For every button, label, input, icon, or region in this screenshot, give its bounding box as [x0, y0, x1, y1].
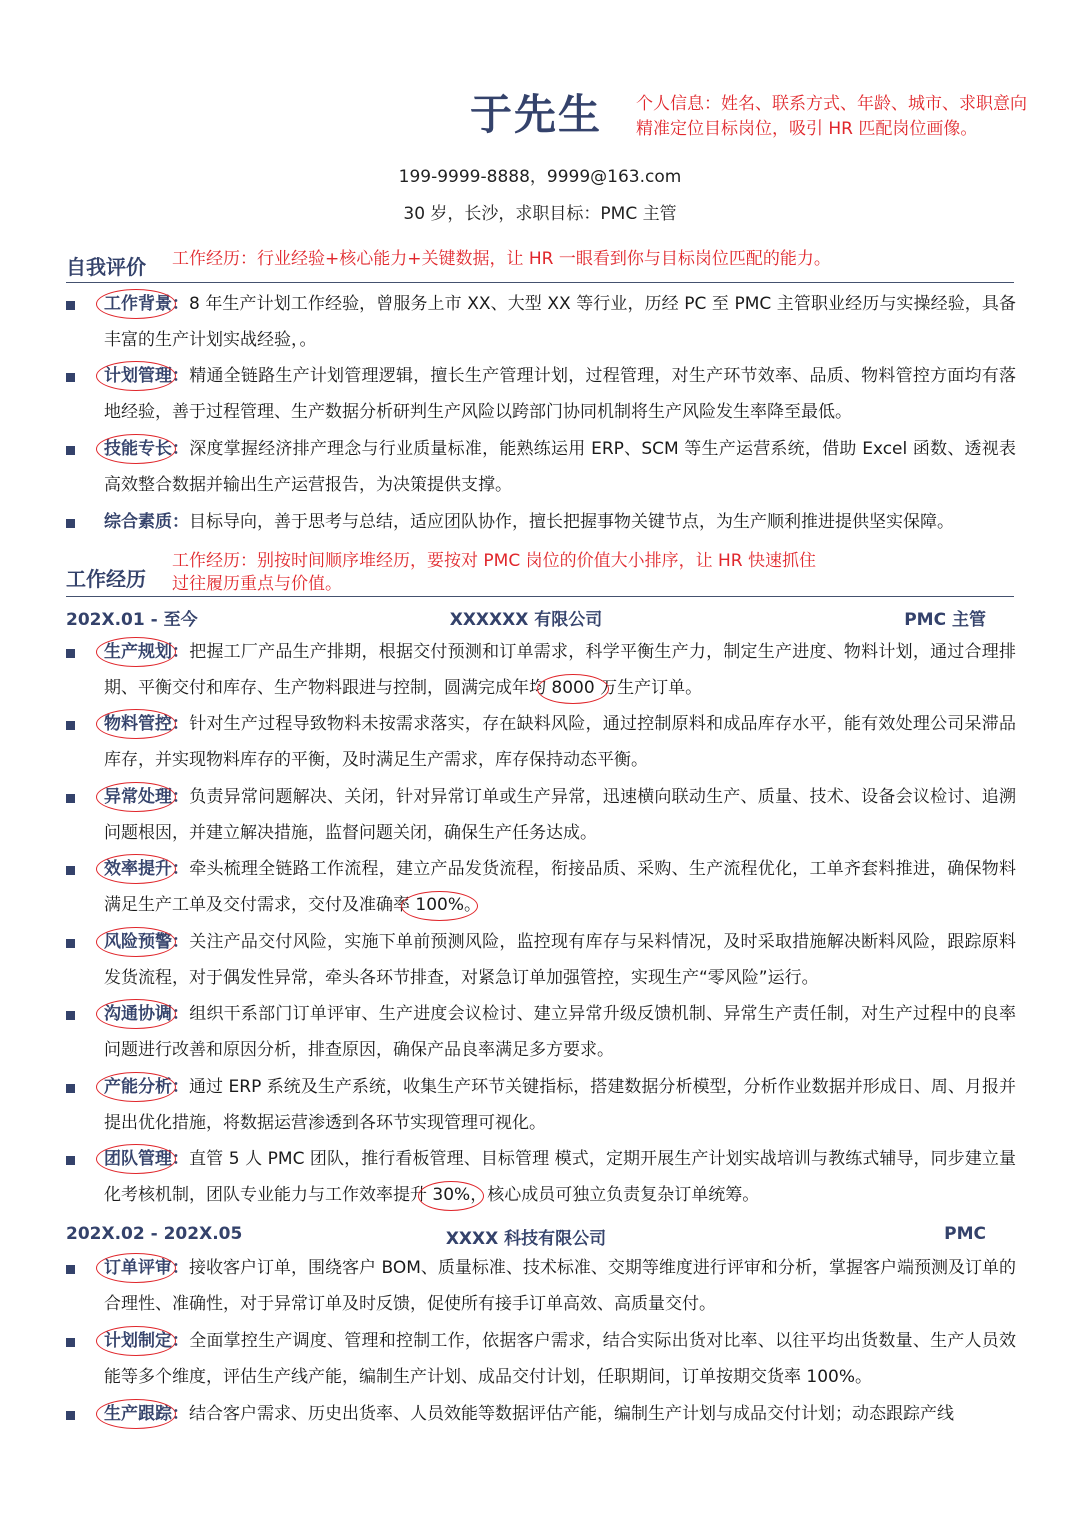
list-item: 异常处理：负责异常问题解决、关闭，针对异常订单或生产异常，迅速横向联动生产、质量、技术、设备会议检讨、追溯问题根因，并建立解决措施，监督问题关闭，确保生产任务达成。 — [66, 779, 1016, 851]
bullet-square-icon — [66, 446, 75, 455]
job-date: 202X.01 - 至今 — [66, 610, 198, 630]
item-label: 风险预警 — [104, 924, 172, 960]
item-text: 直管 5 人 PMC 团队，推行看板管理、目标管理 模式，定期开展生产计划实战培训与教练式辅导，同步建立量化考核机制，团队专业能力与工作效率提升 — [104, 1149, 1016, 1205]
item-label: 物料管控 — [104, 706, 172, 742]
bullet-square-icon — [66, 519, 75, 528]
item-label: 订单评审 — [104, 1250, 172, 1286]
section-annotation — [172, 550, 932, 596]
item-text: 负责异常问题解决、关闭，针对异常订单或生产异常，迅速横向联动生产、质量、技术、设备会议检讨、追溯问题根因，并建立解决措施，监督问题关闭，确保生产任务达成。 — [104, 787, 1016, 843]
item-text-tail: 。 — [464, 895, 482, 915]
item-text: 8 年生产计划工作经验，曾服务上市 XX、大型 XX 等行业，历经 PC 至 PMC 主管职业经历与实操经验，具备丰富的生产计划实战经验，。 — [104, 294, 1016, 350]
list-item: 订单评审：接收客户订单，围绕客户 BOM、质量标准、技术标准、交期等维度进行评审和分析，掌握客户端预测及订单的合理性、准确性，对于异常订单及时反馈，促使所有接手订单高效、高质量交付。 — [66, 1250, 1016, 1322]
section-self-eval — [66, 246, 1014, 283]
list-item: 生产规划：把握工厂产品生产排期，根据交付预测和订单需求，科学平衡生产力，制定生产进度、物料计划，通过合理排期、平衡交付和库存、生产物料跟进与控制，圆满完成年均 8000 万生产订单。 — [66, 634, 1016, 706]
item-text: 结合客户需求、历史出货率、人员效能等数据评估产能，编制生产计划与成品交付计划；动态跟踪产线 — [189, 1404, 954, 1424]
bullet-square-icon — [66, 1084, 75, 1093]
item-text: 全面掌控生产调度、管理和控制工作，依据客户需求，结合实际出货对比率、以往平均出货数量、生产人员效能等多个维度，评估生产线产能，编制生产计划、成品交付计划，任职期间，订单按期交货率 100%。 — [104, 1331, 1016, 1387]
item-text-tail: ，核心成员可独立负责复杂订单统筹。 — [470, 1185, 760, 1205]
bullet-square-icon — [66, 1011, 75, 1020]
item-text: 组织干系部门订单评审、生产进度会议检讨、建立异常升级反馈机制、异常生产责任制，对生产过程中的良率问题进行改善和原因分析，排查原因，确保产品良率满足多方要求。 — [104, 1004, 1016, 1060]
list-item: 物料管控：针对生产过程导致物料未按需求落实，存在缺料风险，通过控制原料和成品库存水平，能有效处理公司呆滞品库存，并实现物料库存的平衡，及时满足生产需求，库存保持动态平衡。 — [66, 706, 1016, 778]
list-item: 计划管理：精通全链路生产计划管理逻辑，擅长生产管理计划，过程管理，对生产环节效率、品质、物料管控方面均有落地经验，善于过程管理、生产数据分析研判生产风险以跨部门协同机制将生产风险发生率降至最低。 — [66, 358, 1016, 430]
list-item: 效率提升：牵头梳理全链路工作流程，建立产品发货流程，衔接品质、采购、生产流程优化，工单齐套料推进，确保物料满足生产工单及交付需求，交付及准确率 100%。 — [66, 851, 1016, 923]
bullet-square-icon — [66, 721, 75, 730]
item-label: 产能分析 — [104, 1069, 172, 1105]
header-annotation-line2: 精准定位目标岗位，吸引 HR 匹配岗位画像。 — [636, 119, 978, 139]
list-item: 沟通协调：组织干系部门订单评审、生产进度会议检讨、建立异常升级反馈机制、异常生产责任制，对生产过程中的良率问题进行改善和原因分析，排查原因，确保产品良率满足多方要求。 — [66, 996, 1016, 1068]
section-title: 自我评价 — [66, 255, 146, 279]
item-label: 效率提升 — [104, 851, 172, 887]
item-label: 生产规划 — [104, 634, 172, 670]
bullet-square-icon — [66, 794, 75, 803]
list-item: 计划制定：全面掌控生产调度、管理和控制工作，依据客户需求，结合实际出货对比率、以往平均出货数量、生产人员效能等多个维度，评估生产线产能，编制生产计划、成品交付计划，任职期间，订单按期交货率 100%。 — [66, 1323, 1016, 1395]
job-company: XXXX 科技有限公司 — [445, 1229, 607, 1249]
list-item: 综合素质：目标导向，善于思考与总结，适应团队协作，擅长把握事物关键节点，为生产顺利推进提供坚实保障。 — [66, 504, 1016, 540]
item-text: 目标导向，善于思考与总结，适应团队协作，擅长把握事物关键节点，为生产顺利推进提供坚实保障。 — [189, 512, 954, 532]
item-label: 异常处理 — [104, 779, 172, 815]
section-annotation-line2: 过往履历重点与价值。 — [172, 574, 342, 594]
job-date: 202X.02 - 202X.05 — [66, 1224, 243, 1244]
item-label: 生产跟踪 — [104, 1396, 172, 1432]
bullet-square-icon — [66, 373, 75, 382]
bullet-square-icon — [66, 301, 75, 310]
candidate-name: 于先生 — [470, 90, 603, 139]
header-annotation-line1: 个人信息：姓名、联系方式、年龄、城市、求职意向 — [636, 94, 1027, 114]
header-annotation — [636, 92, 1066, 142]
item-text: 通过 ERP 系统及生产系统，收集生产环节关键指标，搭建数据分析模型，分析作业数据并形成日、周、月报并提出优化措施，将数据运营渗透到各环节实现管理可视化。 — [104, 1077, 1016, 1133]
section-work — [66, 550, 1014, 597]
bullet-square-icon — [66, 649, 75, 658]
item-label: 沟通协调 — [104, 996, 172, 1032]
item-text: 关注产品交付风险，实施下单前预测风险，监控现有库存与呆料情况，及时采取措施解决断料风险，跟踪原料发货流程，对于偶发性异常，牵头各环节排查，对紧急订单加强管控，实现生产“零风险”运行。 — [104, 932, 1016, 988]
list-item: 风险预警：关注产品交付风险，实施下单前预测风险，监控现有库存与呆料情况，及时采取措施解决断料风险，跟踪原料发货流程，对于偶发性异常，牵头各环节排查，对紧急订单加强管控，实现生产“零风险”运行。 — [66, 924, 1016, 996]
item-label: 工作背景 — [104, 286, 172, 322]
highlight-value: 100% — [415, 887, 464, 923]
bullet-square-icon — [66, 939, 75, 948]
item-label: 技能专长 — [104, 431, 172, 467]
item-text: 深度掌握经济排产理念与行业质量标准，能熟练运用 ERP、SCM 等生产运营系统，借助 Excel 函数、透视表高效整合数据并输出生产运营报告，为决策提供支撑。 — [104, 439, 1016, 495]
item-label: 团队管理 — [104, 1141, 172, 1177]
section-title: 工作经历 — [66, 567, 146, 591]
job-header — [66, 605, 986, 629]
item-label: 综合素质 — [104, 512, 172, 532]
highlight-value: 30% — [432, 1177, 470, 1213]
job-company: XXXXXX 有限公司 — [449, 610, 603, 630]
section-annotation-line1: 工作经历：别按时间顺序堆经历，要按对 PMC 岗位的价值大小排序，让 HR 快速抓住 — [172, 551, 816, 571]
highlight-value: 8000 — [551, 670, 594, 706]
item-text: 接收客户订单，围绕客户 BOM、质量标准、技术标准、交期等维度进行评审和分析，掌握客户端预测及订单的合理性、准确性，对于异常订单及时反馈，促使所有接手订单高效、高质量交付。 — [104, 1258, 1016, 1314]
item-text: 牵头梳理全链路工作流程，建立产品发货流程，衔接品质、采购、生产流程优化，工单齐套料推进，确保物料满足生产工单及交付需求，交付及准确率 — [104, 859, 1016, 915]
bullet-square-icon — [66, 1338, 75, 1347]
job-header — [66, 1224, 986, 1248]
item-label: 计划制定 — [104, 1323, 172, 1359]
bullet-square-icon — [66, 1265, 75, 1274]
bullet-square-icon — [66, 1411, 75, 1420]
bullet-square-icon — [66, 1156, 75, 1165]
list-item: 团队管理：直管 5 人 PMC 团队，推行看板管理、目标管理 模式，定期开展生产计划实战培训与教练式辅导，同步建立量化考核机制，团队专业能力与工作效率提升 30%，核心成员可独立负责复杂订单统筹。 — [66, 1141, 1016, 1213]
bullet-square-icon — [66, 866, 75, 875]
item-text: 针对生产过程导致物料未按需求落实，存在缺料风险，通过控制原料和成品库存水平，能有效处理公司呆滞品库存，并实现物料库存的平衡，及时满足生产需求，库存保持动态平衡。 — [104, 714, 1016, 770]
list-item: 工作背景：8 年生产计划工作经验，曾服务上市 XX、大型 XX 等行业，历经 PC 至 PMC 主管职业经历与实操经验，具备丰富的生产计划实战经验，。 — [66, 286, 1016, 358]
list-item: 生产跟踪：结合客户需求、历史出货率、人员效能等数据评估产能，编制生产计划与成品交付计划；动态跟踪产线 — [66, 1396, 1016, 1432]
section-annotation: 工作经历：行业经验+核心能力+关键数据，让 HR 一眼看到你与目标岗位匹配的能力。 — [172, 249, 831, 269]
info-line: 30 岁，长沙，求职目标：PMC 主管 — [403, 204, 677, 224]
list-item: 产能分析：通过 ERP 系统及生产系统，收集生产环节关键指标，搭建数据分析模型，分析作业数据并形成日、周、月报并提出优化措施，将数据运营渗透到各环节实现管理可视化。 — [66, 1069, 1016, 1141]
item-text: 精通全链路生产计划管理逻辑，擅长生产管理计划，过程管理，对生产环节效率、品质、物料管控方面均有落地经验，善于过程管理、生产数据分析研判生产风险以跨部门协同机制将生产风险发生率降至最低。 — [104, 366, 1016, 422]
list-item: 技能专长：深度掌握经济排产理念与行业质量标准，能熟练运用 ERP、SCM 等生产运营系统，借助 Excel 函数、透视表高效整合数据并输出生产运营报告，为决策提供支撑。 — [66, 431, 1016, 503]
item-label: 计划管理 — [104, 358, 172, 394]
contact-line: 199-9999-8888，9999@163.com — [398, 167, 682, 187]
item-text-tail: 万生产订单。 — [594, 678, 703, 698]
item-text: 把握工厂产品生产排期，根据交付预测和订单需求，科学平衡生产力，制定生产进度、物料计划，通过合理排期、平衡交付和库存、生产物料跟进与控制，圆满完成年均 — [104, 642, 1016, 698]
job-role: PMC — [944, 1224, 986, 1244]
job-role: PMC 主管 — [904, 610, 986, 630]
